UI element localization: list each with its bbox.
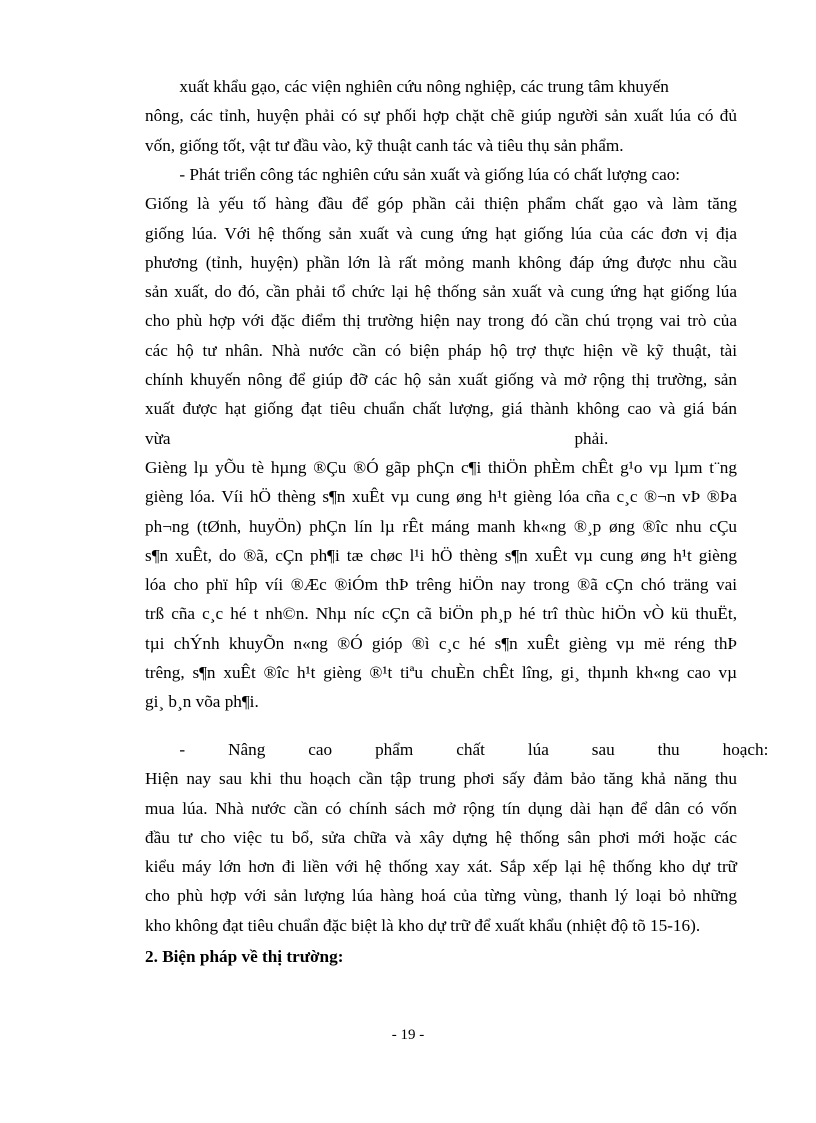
text-line-garbled: s¶n xuÊt, do ®ã, cÇn ph¶i tæ chøc l¹i hÖ thèng s¶n xuÊt vµ cung øng h¹t gièng (145, 545, 737, 565)
text-line-garbled: tµi chÝnh khuyÕn n«ng ®Ó gióp ®ì c¸c hé s¶n xuÊt gièng vµ më réng thÞ (145, 633, 737, 653)
text-line: chính khuyến nông để giúp đỡ các hộ sản xuất giống và mở rộng thị trường, sản (145, 370, 737, 390)
text-line: mua lúa. Nhà nước cần có chính sách mở rộng tín dụng dài hạn để dân có vốn (145, 798, 737, 818)
text-line-garbled: gi¸ b¸n võa ph¶i. (145, 692, 259, 712)
paragraph-seed-development (145, 160, 737, 717)
page-number: - 19 - (391, 1027, 425, 1043)
text-line-garbled: lóa cho phï hîp víi ®Æc ®iÓm thÞ trêng hiÖn nay trong ®ã cÇn chó träng vai (145, 575, 737, 595)
text-line-garbled: trß cña c¸c hé t nh©n. Nhµ níc cÇn cã biÖn ph¸p hé trî thùc hiÖn vÒ kü thuËt, (145, 604, 737, 624)
text-line-garbled: ph¬ng (tØnh, huyÖn) phÇn lín lµ rÊt máng manh kh«ng ®¸p øng ®îc nhu cÇu (145, 516, 737, 536)
text-line-garbled: Gièng lµ yÕu tè hµng ®Çu ®Ó gãp phÇn c¶i thiÖn phÈm chÊt g¹o vµ lµm t¨ng (145, 457, 737, 477)
paragraph-intro (145, 72, 737, 160)
text-line-garbled: gièng lóa. Víi hÖ thèng s¶n xuÊt vµ cung øng h¹t gièng lóa cña c¸c ®¬n vÞ ®Þa (145, 487, 737, 507)
text-line: xuất được hạt giống đạt tiêu chuẩn chất lượng, giá thành không cao và giá bán (145, 399, 737, 419)
section-heading: 2. Biện pháp về thị trường: (145, 947, 344, 966)
text-line: vốn, giống tốt, vật tư đầu vào, kỹ thuật canh tác và tiêu thụ sản phẩm. (145, 135, 624, 155)
text-line: cho phù hợp với sản lượng lúa hàng hoá của từng vùng, thanh lý loại bỏ những (145, 886, 737, 906)
paragraph-post-harvest (145, 735, 769, 940)
text-line: - Nâng cao phẩm chất lúa sau thu hoạch: (145, 740, 769, 759)
text-line: kiểu máy lớn hơn đi liền với hệ thống xay xát. Sắp xếp lại hệ thống kho dự trữ (145, 857, 737, 877)
text-line: Hiện nay sau khi thu hoạch cần tập trung phơi sấy đảm bảo tăng khả năng thu (145, 769, 737, 789)
text-line: cho phù hợp với đặc điểm thị trường hiện nay trong đó cần chú trọng vai trò của (145, 311, 737, 331)
text-line: nông, các tỉnh, huyện phải có sự phối hợp chặt chẽ giúp người sản xuất lúa có đủ (145, 106, 737, 126)
text-line: Giống là yếu tố hàng đầu để góp phần cải thiện phẩm chất gạo và làm tăng (145, 194, 737, 214)
text-line: - Phát triển công tác nghiên cứu sản xuất và giống lúa có chất lượng cao: (145, 165, 681, 184)
text-line-garbled: trêng, s¶n xuÊt ®îc h¹t gièng ®¹t tiªu chuÈn chÊt lîng, gi¸ thµnh kh«ng cao vµ (145, 663, 737, 683)
text-line: sản xuất, do đó, cần phải tổ chức lại hệ thống sản xuất và cung ứng hạt giống lúa (145, 282, 737, 302)
text-line: đầu tư cho việc tu bổ, sửa chữa và xây dựng hệ thống sân phơi mới hoặc các (145, 827, 737, 847)
text-line: phương (tỉnh, huyện) phần lớn là rất mỏng manh không đáp ứng được nhu cầu (145, 252, 737, 272)
text-line: xuất khẩu gạo, các viện nghiên cứu nông nghiệp, các trung tâm khuyến (145, 77, 669, 96)
text-line: các hộ tư nhân. Nhà nước cần có biện pháp hộ trợ thực hiện về kỹ thuật, tài (145, 340, 737, 360)
text-line: kho không đạt tiêu chuẩn đặc biệt là kho dự trữ để xuất khẩu (nhiệt độ tõ 15-16). (145, 915, 701, 935)
text-line: vừa phải. (145, 428, 609, 448)
text-line: giống lúa. Với hệ thống sản xuất và cung ứng hạt giống lúa của các đơn vị địa (145, 223, 737, 243)
